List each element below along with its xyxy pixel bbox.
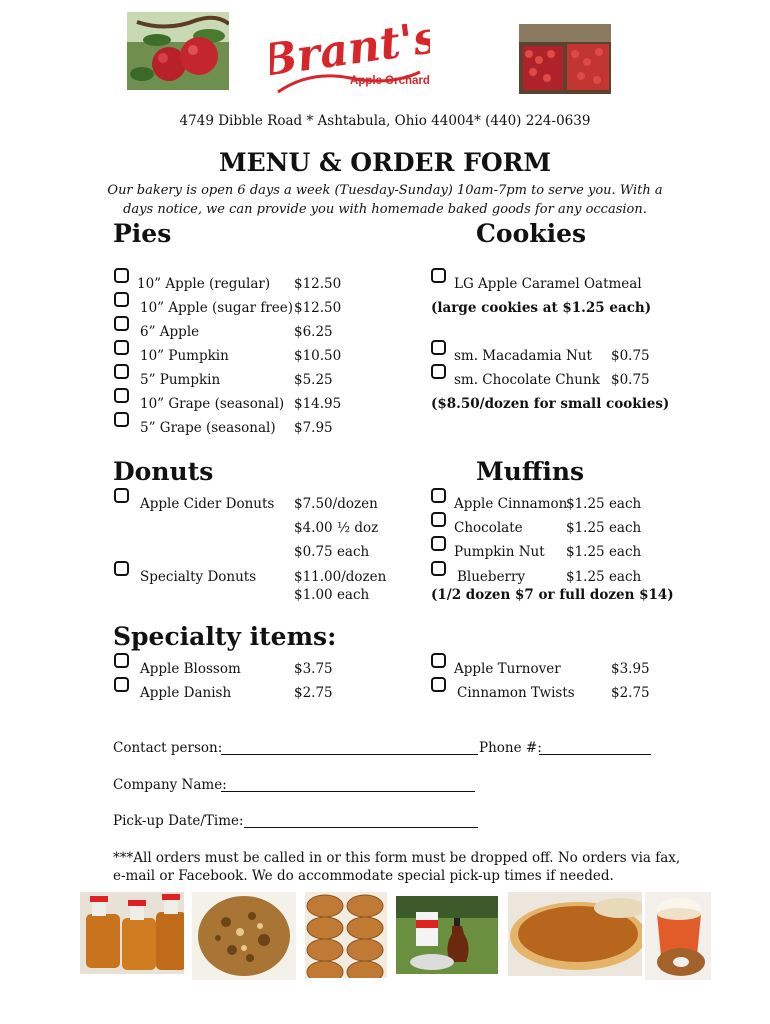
cookie-small-item-name: sm. Macadamia Nut [454, 348, 592, 364]
specialty-item-price: $2.75 [611, 685, 650, 701]
specialty-heading: Specialty items: [113, 622, 337, 651]
order-policy-line-2: e-mail or Facebook. We do accommodate special pick-up times if needed. [113, 868, 614, 884]
muffin-checkbox[interactable] [431, 561, 446, 576]
apples-on-tree-photo [127, 12, 229, 90]
company-name-label: Company Name: [113, 777, 227, 793]
cider-jugs-photo [80, 892, 184, 974]
muffin-item-name: Blueberry [457, 569, 526, 585]
donut-cider-price: $0.75 each [294, 544, 370, 560]
muffin-item-name: Pumpkin Nut [454, 544, 545, 560]
donut-specialty-name: Specialty Donuts [140, 569, 257, 585]
pickup-field[interactable] [244, 827, 478, 828]
donut-with-coffee-photo [645, 892, 711, 980]
specialty-checkbox[interactable] [114, 677, 129, 692]
maple-syrup-display-photo [396, 896, 498, 974]
donut-specialty-price: $11.00/dozen [294, 569, 387, 585]
specialty-item-name: Apple Blossom [140, 661, 241, 677]
donut-checkbox[interactable] [114, 561, 129, 576]
pumpkin-pie-photo [508, 892, 642, 976]
pie-item-price: $7.95 [294, 420, 333, 436]
cookie-small-item-name: sm. Chocolate Chunk [454, 372, 600, 388]
address-line: 4749 Dibble Road * Ashtabula, Ohio 44004* (440) 224-0639 [179, 113, 591, 129]
brants-logo [270, 12, 430, 98]
cookie-large-note: (large cookies at $1.25 each) [431, 300, 652, 316]
cookie-photo [192, 892, 296, 980]
donut-specialty-price: $1.00 each [294, 587, 370, 603]
pie-checkbox[interactable] [114, 412, 129, 427]
cider-donuts-photo [305, 892, 387, 978]
specialty-item-name: Cinnamon Twists [457, 685, 575, 701]
company-name-field[interactable] [221, 791, 475, 792]
pie-checkbox[interactable] [114, 388, 129, 403]
muffin-checkbox[interactable] [431, 512, 446, 527]
specialty-checkbox[interactable] [431, 653, 446, 668]
donut-cider-price: $7.50/dozen [294, 496, 378, 512]
cookie-checkbox[interactable] [431, 364, 446, 379]
intro-text [0, 181, 770, 219]
donuts-heading: Donuts [113, 457, 214, 486]
muffin-checkbox[interactable] [431, 536, 446, 551]
cookie-checkbox[interactable] [431, 268, 446, 283]
muffin-checkbox[interactable] [431, 488, 446, 503]
pie-item-price: $12.50 [294, 276, 342, 292]
cookie-small-note: ($8.50/dozen for small cookies) [431, 396, 670, 412]
cookies-heading: Cookies [476, 219, 587, 248]
cookie-small-item-price: $0.75 [611, 348, 650, 364]
pie-checkbox[interactable] [114, 340, 129, 355]
contact-person-field[interactable] [221, 754, 478, 755]
specialty-item-name: Apple Danish [140, 685, 232, 701]
muffin-item-price: $1.25 each [566, 496, 642, 512]
specialty-checkbox[interactable] [431, 677, 446, 692]
intro-line-2: days notice, we can provide you with homemade baked goods for any occasion. [123, 202, 647, 217]
cookie-checkbox[interactable] [431, 340, 446, 355]
pie-item-price: $12.50 [294, 300, 342, 316]
pie-item-name: 10” Pumpkin [140, 348, 229, 364]
cookie-small-item-price: $0.75 [611, 372, 650, 388]
pickup-label: Pick-up Date/Time: [113, 813, 244, 829]
pies-heading: Pies [113, 219, 172, 248]
pie-item-name: 5” Pumpkin [140, 372, 221, 388]
donut-cider-name: Apple Cider Donuts [140, 496, 275, 512]
logo-subtitle-text: Apple Orchard [350, 75, 430, 87]
intro-line-1: Our bakery is open 6 days a week (Tuesday-Sunday) 10am-7pm to serve you. With a [107, 183, 663, 198]
pie-item-price: $6.25 [294, 324, 333, 340]
specialty-checkbox[interactable] [114, 653, 129, 668]
muffin-item-price: $1.25 each [566, 544, 642, 560]
pie-checkbox[interactable] [114, 316, 129, 331]
logo-brand-text: Brant's [270, 12, 430, 88]
donut-cider-price: $4.00 ½ doz [294, 520, 379, 536]
pie-item-name: 6” Apple [140, 324, 200, 340]
cookie-large-item: LG Apple Caramel Oatmeal [454, 276, 642, 292]
muffin-note: (1/2 dozen $7 or full dozen $14) [431, 587, 674, 603]
pie-item-name: 10” Apple (regular) [137, 276, 271, 292]
contact-person-label: Contact person: [113, 740, 223, 756]
specialty-item-name: Apple Turnover [454, 661, 561, 677]
muffins-heading: Muffins [476, 457, 585, 486]
muffin-item-name: Apple Cinnamon [454, 496, 568, 512]
order-policy-line-1: ***All orders must be called in or this form must be dropped off. No orders via fax, [113, 850, 681, 866]
muffin-item-name: Chocolate [454, 520, 523, 536]
donut-checkbox[interactable] [114, 488, 129, 503]
pie-checkbox[interactable] [114, 268, 129, 283]
muffin-item-price: $1.25 each [566, 569, 642, 585]
pie-checkbox[interactable] [114, 292, 129, 307]
pie-item-price: $14.95 [294, 396, 342, 412]
pie-item-price: $10.50 [294, 348, 342, 364]
phone-label: Phone #: [479, 740, 542, 756]
specialty-item-price: $3.75 [294, 661, 333, 677]
pie-item-name: 10” Grape (seasonal) [140, 396, 285, 412]
pie-item-name: 5” Grape (seasonal) [140, 420, 276, 436]
pie-checkbox[interactable] [114, 364, 129, 379]
phone-field[interactable] [539, 754, 651, 755]
pie-item-name: 10” Apple (sugar free) [140, 300, 294, 316]
specialty-item-price: $3.95 [611, 661, 650, 677]
order-policy-note [113, 849, 680, 885]
specialty-item-price: $2.75 [294, 685, 333, 701]
pie-item-price: $5.25 [294, 372, 333, 388]
muffin-item-price: $1.25 each [566, 520, 642, 536]
page-title: MENU & ORDER FORM [218, 148, 552, 177]
apple-bins-photo [519, 24, 611, 94]
